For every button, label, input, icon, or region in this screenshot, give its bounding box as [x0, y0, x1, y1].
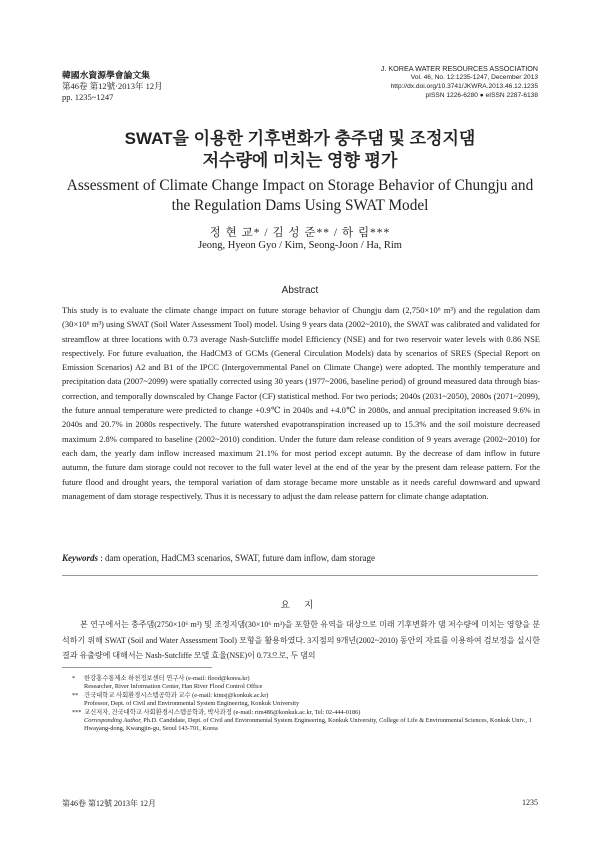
- footnote-en: Researcher, River Information Center, Han River Flood Control Office: [84, 683, 263, 691]
- footnote-en: [84, 717, 542, 734]
- footnote-3: [72, 709, 542, 734]
- korean-summary: [62, 617, 540, 664]
- title-korean-line2: 저수량에 미치는 영향 평가: [202, 151, 398, 170]
- keywords-text: dam operation, HadCM3 scenarios, SWAT, future dam inflow, dam storage: [105, 553, 375, 563]
- journal-name-hanja: 韓國水資源學會論文集: [62, 70, 150, 80]
- issn: pISSN 1226-6280 ● eISSN 2287-6138: [425, 92, 538, 99]
- footnote-marker: *: [72, 675, 76, 682]
- title-english: [0, 176, 600, 216]
- footnote-rule: [62, 667, 212, 668]
- footnotes: [72, 675, 542, 734]
- page-number: 1235: [522, 798, 538, 807]
- volume-issue: Vol. 46, No. 12:1235-1247, December 2013: [410, 74, 538, 81]
- journal-header-right: [381, 64, 538, 100]
- authors-english: Jeong, Hyeon Gyo / Kim, Seong-Joon / Ha, Rim: [198, 240, 402, 251]
- title-english-line2: the Regulation Dams Using SWAT Model: [171, 197, 429, 214]
- journal-name-en: J. KOREA WATER RESOURCES ASSOCIATION: [380, 64, 538, 73]
- title-korean-line1: SWAT을 이용한 기후변화가 충주댐 및 조정지댐: [124, 129, 476, 148]
- title-english-line1: Assessment of Climate Change Impact on Storage Behavior of Chungju and: [66, 177, 534, 194]
- footnote-ko: 한강홍수통제소 하천정보센터 연구사 (e-mail: flood@korea.kr): [84, 675, 250, 682]
- keywords-label: Keywords: [62, 553, 98, 563]
- page-range: pp. 1235~1247: [62, 92, 114, 102]
- keywords-separator: :: [98, 553, 106, 563]
- footnote-en-rest: Ph.D. Candidate, Dept. of Civil and Environmental System Engineering, Konkuk University, College of Life & Environmental Sciences, Konkuk Univ., 1 Hwayang-dong, Kwangjin-gu, Seoul 143-701, Korea: [84, 717, 532, 733]
- abstract-text: This study is to evaluate the climate change impact on future storage behavior of Chungju dam (2,750×10⁶ m³) and the regulation dam (30×10⁶ m³) using SWAT (Soil Water Assessment Tool) model. Using 9 years data (2002~2010), the SWAT was calibrated and validated for streamflow at three locations with 0.73 average Nash-Sutcliffe model Efficiency (NSE) and for two reservoir water levels with 0.86 NSE respectively. For future evaluation, the HadCM3 of GCMs (General Circulation Models) data by scenarios of SRES (Special Report on Emission Scenarios) A2 and B1 of the IPCC (Intergovernmental Panel on Climate Change) were adopted. The monthly temperature and precipitation data (2007~2099) were spatially corrected using 30 years (1977~2006, baseline period) of ground measured data through bias-correction, and temporally downscaled by Change Factor (CF) statistical method. For two periods; 2040s (2031~2050), 2080s (2071~2099), the future annual temperature were predicted to change +0.9℃ in 2040s and +4.0℃ in 2080s, and annual precipitation increased 9.6% in 2040s and 20.7% in 2080s respectively. The future watershed evapotranspiration increased up to 15.3% and the soil moisture decreased maximum 2.8% compared to baseline (2002~2010) condition. Under the future dam release condition of 9 years average (2002~2010) for each dam, the yearly dam inflow increased maximum 21.1% for most period except autumn. By the decrease of dam inflow in future autumn, the future dam storage could not recover to the full water level at the end of the year by the present dam release pattern. For the future flood and drought years, the temporal variation of dam storage became more unstable as it needs careful downward and upward management of dam storage respectively. Thus it is necessary to adjust the dam release pattern for climate change adaptation.: [62, 305, 540, 501]
- title-korean: [0, 128, 600, 172]
- footnote-ko: 교신저자, 건국대학교 사회환경시스템공학과, 박사과정 (e-mail: rim486@konkuk.ac.kr, Tel: 02-444-0186): [84, 708, 361, 716]
- footer-volume: 第46卷 第12號 2013年 12月: [62, 799, 156, 808]
- volume-line: 第46卷 第12號·2013年 12月: [62, 81, 163, 91]
- footnote-en-italic: Corresponding Author,: [84, 717, 142, 725]
- divider-rule: [62, 575, 538, 576]
- footnote-2: [72, 692, 542, 709]
- korean-summary-heading: 요 지: [280, 601, 320, 611]
- footnote-marker: ***: [72, 708, 82, 716]
- journal-header-left: [62, 70, 163, 103]
- footnote-marker: **: [72, 691, 79, 699]
- footnote-1: [72, 675, 542, 692]
- korean-summary-text: 본 연구에서는 충주댐(2750×10⁶ m³) 및 조정지댐(30×10⁶ m³)을 포함한 유역을 대상으로 미래 기후변화가 댐 저수량에 미치는 영향을 분석하기 위해 SWAT (Soil and Water Assessment Tool) 모형을 활용하였다. 3지점의 9개년(2002~2010) 동안의 자료를 이용하여 검보정을 실시한 결과 유출량에 대해서는 Nash-Sutcliffe 모델 효율(NSE)이 0.73으로, 두 댐의: [62, 620, 540, 660]
- footnote-ko: 건국대학교 사회환경시스템공학과 교수 (e-mail: kimsj@konkuk.ac.kr): [84, 691, 269, 699]
- keywords: [62, 553, 540, 563]
- doi-link[interactable]: http://dx.doi.org/10.3741/JKWRA.2013.46.12.1235: [390, 83, 538, 90]
- abstract-heading: Abstract: [281, 285, 319, 296]
- authors-korean: 정 현 교* / 김 성 준** / 하 림***: [209, 227, 391, 239]
- footnote-en: Professor, Dept. of Civil and Environmental System Engineering, Konkuk University: [84, 700, 300, 708]
